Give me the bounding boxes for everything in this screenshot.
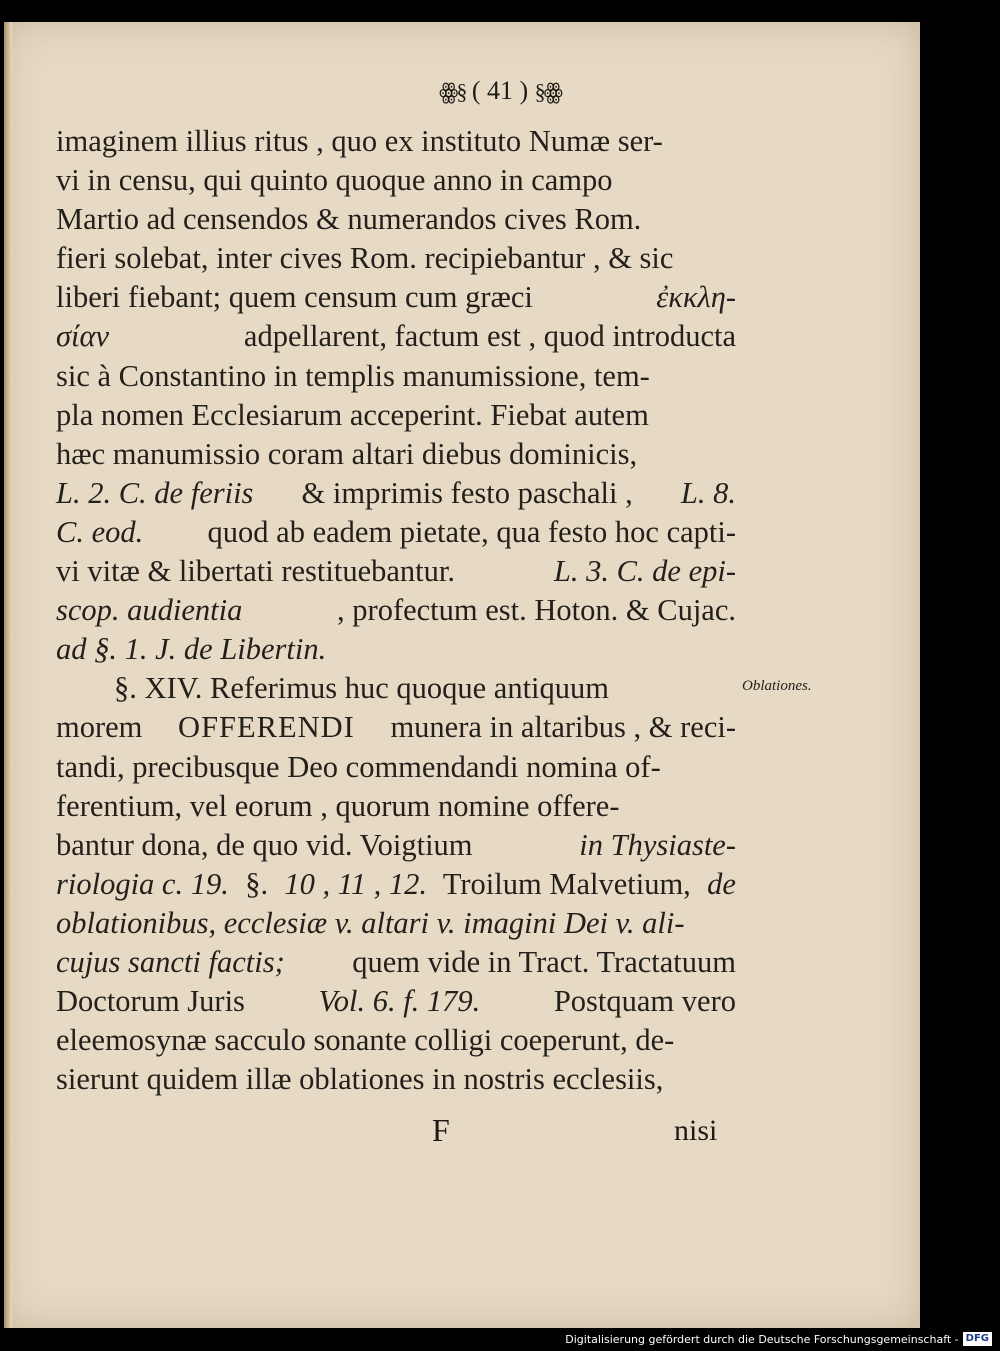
text-line (56, 982, 736, 1021)
text-line (56, 513, 736, 552)
text-segment: Postquam vero (546, 984, 736, 1019)
text-line (56, 787, 736, 826)
signature-mark: F (432, 1112, 450, 1148)
text-line (56, 1021, 736, 1060)
text-segment: ferentium, vel eorum , quorum nomine offere- (56, 788, 620, 823)
text-line (56, 200, 736, 239)
citation: de (707, 866, 736, 901)
text-segment: eleemosynæ sacculo sonante colligi coeperunt, de- (56, 1023, 675, 1058)
catchword: nisi (674, 1114, 718, 1147)
text-line (56, 474, 736, 513)
page-header (0, 76, 1000, 106)
citation: L. 8. (680, 475, 736, 510)
text-segment: pla nomen Ecclesiarum acceperint. Fiebat autem (56, 397, 649, 432)
text-line (56, 708, 736, 747)
text-line (56, 435, 736, 474)
text-segment: quem vide in Tract. Tractatuum (344, 944, 736, 979)
text-line (56, 317, 736, 356)
text-line (56, 552, 736, 591)
text-line (56, 1060, 736, 1099)
citation: cujus sancti factis; (56, 944, 285, 979)
text-segment: morem (56, 710, 151, 745)
dfg-logo-icon: DFG (963, 1332, 992, 1346)
text-segment: & imprimis festo paschali , (293, 475, 641, 510)
section-heading-line (56, 669, 736, 708)
text-segment: quod ab eadem pietate, qua festo hoc capti- (199, 514, 736, 549)
greek-word: ἐκκλη- (656, 280, 736, 315)
citation: C. eod. (56, 514, 144, 549)
citation: riologia c. 19. (56, 866, 229, 901)
text-line (56, 904, 736, 943)
text-segment: imaginem illius ritus , quo ex instituto Numæ ser- (56, 124, 663, 158)
text-line (56, 161, 736, 200)
text-segment: sic à Constantino in templis manumissione, tem- (56, 358, 650, 393)
text-line (56, 278, 736, 317)
text-segment: Martio ad censendos & numerandos cives Rom. (56, 202, 642, 237)
footer-text: Digitalisierung gefördert durch die Deutsche Forschungsgemeinschaft - (565, 1332, 959, 1346)
text-segment: vi vitæ & libertati restituebantur. (56, 554, 463, 589)
page-binding-edge (4, 22, 12, 1328)
text-segment: §. (237, 866, 276, 901)
citation: 10 , 11 , 12. (284, 866, 428, 901)
text-segment: vi in censu, qui quinto quoque anno in campo (56, 163, 613, 198)
margin-note: Oblationes. (742, 678, 812, 694)
text-segment: tandi, precibusque Deo commendandi nomina of- (56, 749, 661, 784)
text-segment: sierunt quidem illæ oblationes in nostris ecclesiis, (56, 1062, 664, 1097)
citation: oblationibus, ecclesiæ v. altari v. imagini Dei v. ali- (56, 905, 685, 940)
text-segment: , profectum est. Hoton. & Cujac. (329, 593, 736, 628)
text-line (56, 122, 736, 161)
text-line (56, 239, 736, 278)
page-number: ( 41 ) (471, 76, 529, 105)
text-line (56, 826, 736, 865)
text-line (56, 357, 736, 396)
text-segment: Doctorum Juris (56, 984, 253, 1019)
header-ornament-left: ꙮ§ (438, 79, 466, 104)
text-line (56, 630, 736, 669)
text-segment: bantur dona, de quo vid. Voigtium (56, 827, 481, 862)
citation: L. 3. C. de epi- (553, 554, 736, 589)
text-line (56, 591, 736, 630)
text-line (56, 943, 736, 982)
text-segment: adpellarent, factum est , quod introducta (236, 319, 736, 354)
citation: ad §. 1. J. de Libertin. (56, 632, 327, 667)
text-segment: hæc manumissio coram altari diebus dominicis, (56, 436, 638, 471)
text-line (56, 748, 736, 787)
citation: scop. audientia (56, 593, 243, 628)
text-line (56, 865, 736, 904)
main-text-block (56, 122, 736, 1099)
text-segment: fieri solebat, inter cives Rom. recipiebantur , & sic (56, 241, 674, 276)
text-segment: §. XIV. Referimus huc quoque antiquum (114, 671, 609, 706)
text-line (56, 396, 736, 435)
citation: in Thysiaste- (579, 827, 736, 862)
footer-credit (565, 1330, 992, 1348)
text-segment: munera in altaribus , & reci- (382, 710, 736, 745)
header-ornament-right: §ꙮ (534, 79, 561, 104)
greek-word: σίαν (56, 319, 110, 354)
text-segment: Troilum Malvetium, (435, 866, 699, 901)
citation: L. 2. C. de feriis (56, 475, 254, 510)
text-segment: liberi fiebant; quem censum cum græci (56, 280, 541, 315)
citation: Vol. 6. f. 179. (318, 984, 481, 1019)
emphasized-word: OFFERENDI (178, 710, 355, 745)
